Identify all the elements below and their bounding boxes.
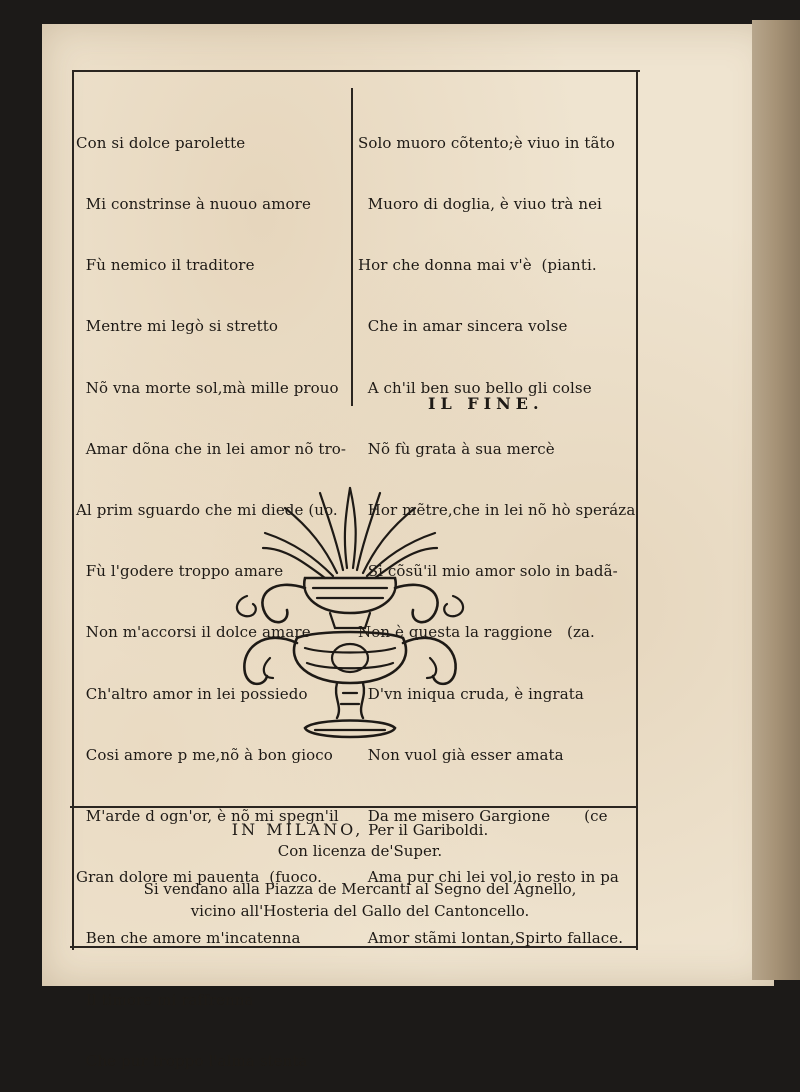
verse-line: Non vuol già esser amata — [358, 745, 564, 764]
book-spine-edge — [752, 20, 800, 980]
verse-line: Fù l'godere troppo amare — [76, 562, 284, 581]
verse-line: Mentre mi legò si stretto — [76, 317, 278, 336]
verse-line: Che pur troppo l'alma stenta — [76, 1051, 308, 1070]
verse-line: Muoro di doglia, è viuo trà nei — [358, 195, 602, 214]
verse-line: Gran dolore mi pauenta (fuoco. — [76, 868, 322, 887]
verse-line: Si cõsũ'il mio amor solo in badã- — [358, 562, 618, 581]
the-end-label: IL FINE. — [428, 394, 544, 413]
verse-line: Non è questa la raggione (za. — [358, 623, 595, 642]
imprint-city: IN MILANO, — [231, 820, 364, 839]
verse-line: Nõ vna morte sol,mà mille prouo — [76, 378, 339, 397]
verse-line: Amar dõna che in lei amor nõ tro- — [76, 439, 347, 458]
vase-with-acanthus-woodcut-icon — [225, 478, 475, 748]
verse-line: Il timore mi raffrenna — [76, 990, 254, 1009]
verse-line: Ch'altro amor in lei possiedo — [76, 684, 308, 703]
verse-line: M'arde d ogn'or, è nõ mi spegn'il — [76, 807, 339, 826]
verse-line: Ben che amore m'incatenna — [76, 929, 301, 948]
imprint-place-printer — [60, 820, 660, 839]
imprint-printer: Per il Gariboldi. — [368, 821, 489, 839]
verse-line: Solo muoro cõtento;è viuo in tãto — [358, 133, 615, 152]
verse-line: Con si dolce parolette — [76, 133, 246, 152]
imprint-sale-line-1: Si vendano alla Piazza de Mercanti al Segno del Agnello, — [143, 880, 577, 898]
verse-line: Che in amar sincera volse — [358, 317, 568, 336]
column-divider — [351, 88, 353, 406]
left-border — [72, 70, 74, 950]
right-border — [636, 70, 638, 950]
verse-line: Ama pur chi lei vol,io resto in pa — [358, 868, 619, 887]
verse-line: Da me misero Gargione (ce — [358, 807, 608, 826]
verse-line: Cosi amore p me,nõ à bon gioco — [76, 745, 333, 764]
imprint-sale-line-2: vicino all'Hosteria del Gallo del Cantoncello. — [190, 902, 530, 920]
verse-line: Hor che donna mai v'è (pianti. — [358, 256, 597, 275]
verse-line: Amor stãmi lontan,Spirto fallace. — [358, 929, 624, 948]
verse-line: Al prim sguardo che mi diede (uo. — [76, 501, 338, 520]
verse-line: Mi constrinse à nuouo amore — [76, 195, 311, 214]
verse-line: Nõ fù grata à sua mercè — [358, 439, 555, 458]
verse-line: A ch'il ben suo bello gli colse — [358, 378, 592, 397]
imprint-license: Con licenza de'Super. — [277, 842, 443, 860]
verse-line: Non m'accorsi il dolce amare — [76, 623, 311, 642]
top-rule — [74, 70, 640, 72]
verse-line: Fù nemico il traditore — [76, 256, 255, 275]
verse-line: D'vn iniqua cruda, è ingrata — [358, 684, 584, 703]
verse-line: Hor mẽtre,che in lei nõ hò speráza — [358, 501, 636, 520]
